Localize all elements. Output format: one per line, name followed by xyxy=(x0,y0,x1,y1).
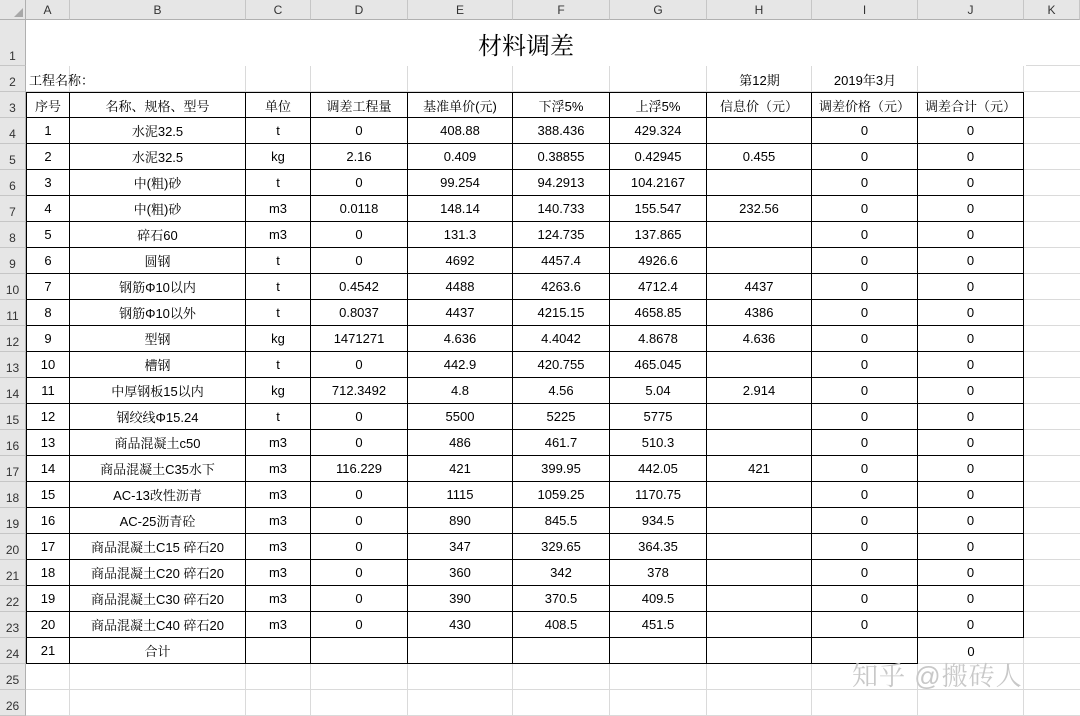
table-cell[interactable]: 0 xyxy=(812,118,918,144)
table-cell[interactable]: 420.755 xyxy=(513,352,610,378)
table-cell[interactable]: AC-25沥青砼 xyxy=(70,508,246,534)
table-cell[interactable]: 148.14 xyxy=(408,196,513,222)
table-cell[interactable]: 钢筋Φ10以内 xyxy=(70,274,246,300)
table-cell[interactable]: 型钢 xyxy=(70,326,246,352)
total-label-cell[interactable]: 合计 xyxy=(70,638,246,664)
table-cell[interactable]: 5500 xyxy=(408,404,513,430)
table-cell[interactable]: 13 xyxy=(26,430,70,456)
table-cell[interactable]: t xyxy=(246,300,311,326)
table-cell[interactable]: 0 xyxy=(311,170,408,196)
table-cell[interactable]: 0 xyxy=(812,482,918,508)
table-cell[interactable]: 0 xyxy=(311,612,408,638)
table-cell[interactable]: 347 xyxy=(408,534,513,560)
table-header-cell[interactable]: 上浮5% xyxy=(610,92,707,118)
row-header-22[interactable]: 22 xyxy=(0,586,26,612)
table-cell[interactable]: 0 xyxy=(918,326,1024,352)
table-cell[interactable]: m3 xyxy=(246,222,311,248)
row-header-24[interactable]: 24 xyxy=(0,638,26,664)
column-header-b[interactable]: B xyxy=(70,0,246,20)
table-cell[interactable]: 5.04 xyxy=(610,378,707,404)
table-cell[interactable]: 232.56 xyxy=(707,196,812,222)
table-cell[interactable]: 9 xyxy=(26,326,70,352)
table-cell[interactable]: 4.4042 xyxy=(513,326,610,352)
table-cell[interactable]: 钢筋Φ10以外 xyxy=(70,300,246,326)
row-header-3[interactable]: 3 xyxy=(0,92,26,118)
table-cell[interactable]: 0 xyxy=(812,274,918,300)
row-header-2[interactable]: 2 xyxy=(0,66,26,92)
table-cell[interactable]: 104.2167 xyxy=(610,170,707,196)
table-cell[interactable]: 0 xyxy=(812,404,918,430)
table-cell[interactable] xyxy=(408,638,513,664)
table-cell[interactable]: 商品混凝土c50 xyxy=(70,430,246,456)
row-header-1[interactable]: 1 xyxy=(0,20,26,66)
table-cell[interactable]: 21 xyxy=(26,638,70,664)
table-cell[interactable]: 360 xyxy=(408,560,513,586)
table-cell[interactable]: 4263.6 xyxy=(513,274,610,300)
watermark: 知乎 @搬砖人 xyxy=(852,661,1023,691)
table-cell[interactable]: 116.229 xyxy=(311,456,408,482)
table-cell[interactable]: 342 xyxy=(513,560,610,586)
table-cell[interactable]: 4.8678 xyxy=(610,326,707,352)
table-cell[interactable]: 0.42945 xyxy=(610,144,707,170)
table-cell[interactable]: 水泥32.5 xyxy=(70,144,246,170)
row-header-11[interactable]: 11 xyxy=(0,300,26,326)
table-cell[interactable]: t xyxy=(246,118,311,144)
row-header-13[interactable]: 13 xyxy=(0,352,26,378)
table-cell[interactable]: 4386 xyxy=(707,300,812,326)
table-cell[interactable] xyxy=(707,430,812,456)
table-cell[interactable]: 430 xyxy=(408,612,513,638)
table-cell[interactable]: 0 xyxy=(311,352,408,378)
table-cell[interactable]: 0 xyxy=(918,274,1024,300)
table-cell[interactable]: 4 xyxy=(26,196,70,222)
table-cell[interactable]: t xyxy=(246,352,311,378)
table-cell[interactable]: 4712.4 xyxy=(610,274,707,300)
table-cell[interactable]: 4457.4 xyxy=(513,248,610,274)
table-cell[interactable]: 8 xyxy=(26,300,70,326)
row-header-4[interactable]: 4 xyxy=(0,118,26,144)
table-cell[interactable]: 7 xyxy=(26,274,70,300)
table-cell[interactable]: 碎石60 xyxy=(70,222,246,248)
table-cell[interactable]: 槽钢 xyxy=(70,352,246,378)
table-cell[interactable]: 0 xyxy=(918,300,1024,326)
table-cell[interactable]: 0 xyxy=(918,508,1024,534)
table-cell[interactable]: 11 xyxy=(26,378,70,404)
row-header-10[interactable]: 10 xyxy=(0,274,26,300)
total-value-cell[interactable]: 0 xyxy=(967,643,975,659)
table-cell[interactable]: m3 xyxy=(246,534,311,560)
table-cell[interactable]: 421 xyxy=(408,456,513,482)
table-cell[interactable] xyxy=(707,560,812,586)
table-cell[interactable]: 461.7 xyxy=(513,430,610,456)
table-cell[interactable]: 0 xyxy=(812,352,918,378)
table-header-cell[interactable]: 单位 xyxy=(246,92,311,118)
table-cell[interactable]: 408.5 xyxy=(513,612,610,638)
row-header-5[interactable]: 5 xyxy=(0,144,26,170)
row-header-6[interactable]: 6 xyxy=(0,170,26,196)
table-cell[interactable]: 140.733 xyxy=(513,196,610,222)
table-cell[interactable]: 94.2913 xyxy=(513,170,610,196)
row-header-16[interactable]: 16 xyxy=(0,430,26,456)
column-header-f[interactable]: F xyxy=(513,0,610,20)
table-header-cell[interactable]: 调差合计（元） xyxy=(918,92,1024,118)
table-cell[interactable]: 15 xyxy=(26,482,70,508)
column-header-e[interactable]: E xyxy=(408,0,513,20)
table-cell[interactable]: m3 xyxy=(246,196,311,222)
row-header-9[interactable]: 9 xyxy=(0,248,26,274)
column-header-g[interactable]: G xyxy=(610,0,707,20)
column-header-d[interactable]: D xyxy=(311,0,408,20)
table-cell[interactable]: 商品混凝土C20 碎石20 xyxy=(70,560,246,586)
table-cell[interactable]: 0 xyxy=(918,378,1024,404)
table-cell[interactable]: 1 xyxy=(26,118,70,144)
table-cell[interactable] xyxy=(707,118,812,144)
table-cell[interactable]: 0 xyxy=(918,534,1024,560)
table-cell[interactable]: 0.4542 xyxy=(311,274,408,300)
table-cell[interactable]: 0 xyxy=(311,586,408,612)
table-cell[interactable]: m3 xyxy=(246,508,311,534)
table-cell[interactable]: 0 xyxy=(812,508,918,534)
row-header-25[interactable]: 25 xyxy=(0,664,26,690)
row-header-26[interactable]: 26 xyxy=(0,690,26,716)
table-cell[interactable]: 17 xyxy=(26,534,70,560)
table-cell[interactable]: 0 xyxy=(812,196,918,222)
table-cell[interactable]: 0 xyxy=(918,612,1024,638)
table-cell[interactable]: 5 xyxy=(26,222,70,248)
table-cell[interactable]: 商品混凝土C35水下 xyxy=(70,456,246,482)
table-cell[interactable] xyxy=(246,638,311,664)
table-header-cell[interactable]: 下浮5% xyxy=(513,92,610,118)
table-cell[interactable]: 0 xyxy=(812,248,918,274)
row-header-23[interactable]: 23 xyxy=(0,612,26,638)
table-cell[interactable]: 3 xyxy=(26,170,70,196)
table-cell[interactable]: 4488 xyxy=(408,274,513,300)
table-header-cell[interactable]: 序号 xyxy=(26,92,70,118)
table-cell[interactable]: 0 xyxy=(812,560,918,586)
table-cell[interactable]: 2.914 xyxy=(707,378,812,404)
table-cell[interactable]: 水泥32.5 xyxy=(70,118,246,144)
table-cell[interactable]: 0 xyxy=(918,352,1024,378)
select-all-corner[interactable] xyxy=(0,0,26,20)
row-header-12[interactable]: 12 xyxy=(0,326,26,352)
column-header-j[interactable]: J xyxy=(918,0,1024,20)
table-cell[interactable]: 0 xyxy=(311,534,408,560)
table-header-cell[interactable]: 基准单价(元) xyxy=(408,92,513,118)
table-cell[interactable]: 4215.15 xyxy=(513,300,610,326)
table-cell[interactable]: 409.5 xyxy=(610,586,707,612)
table-cell[interactable]: 712.3492 xyxy=(311,378,408,404)
table-cell[interactable]: 4.636 xyxy=(408,326,513,352)
table-cell[interactable]: 429.324 xyxy=(610,118,707,144)
row-header-21[interactable]: 21 xyxy=(0,560,26,586)
table-cell[interactable]: 465.045 xyxy=(610,352,707,378)
table-cell[interactable]: 137.865 xyxy=(610,222,707,248)
table-cell[interactable]: 0 xyxy=(812,612,918,638)
table-cell[interactable]: 中(粗)砂 xyxy=(70,196,246,222)
column-header-a[interactable]: A xyxy=(26,0,70,20)
table-cell[interactable]: 商品混凝土C15 碎石20 xyxy=(70,534,246,560)
table-cell[interactable]: 0 xyxy=(311,430,408,456)
table-cell[interactable]: 4437 xyxy=(707,274,812,300)
table-cell[interactable]: 4.56 xyxy=(513,378,610,404)
table-cell[interactable]: 124.735 xyxy=(513,222,610,248)
table-cell[interactable]: 0 xyxy=(311,222,408,248)
table-cell[interactable] xyxy=(311,638,408,664)
table-cell[interactable]: 0 xyxy=(812,222,918,248)
table-cell[interactable]: 2 xyxy=(26,144,70,170)
row-header-15[interactable]: 15 xyxy=(0,404,26,430)
table-cell[interactable]: 378 xyxy=(610,560,707,586)
table-cell[interactable]: m3 xyxy=(246,456,311,482)
table-cell[interactable]: 0 xyxy=(918,586,1024,612)
table-cell[interactable]: 0 xyxy=(311,508,408,534)
table-cell[interactable]: 131.3 xyxy=(408,222,513,248)
table-cell[interactable]: 商品混凝土C40 碎石20 xyxy=(70,612,246,638)
table-cell[interactable]: 0 xyxy=(918,170,1024,196)
column-header-k[interactable]: K xyxy=(1024,0,1080,20)
row-header-18[interactable]: 18 xyxy=(0,482,26,508)
table-cell[interactable]: 329.65 xyxy=(513,534,610,560)
column-header-h[interactable]: H xyxy=(707,0,812,20)
table-cell[interactable]: 390 xyxy=(408,586,513,612)
table-cell[interactable]: 0 xyxy=(311,404,408,430)
table-cell[interactable]: 1170.75 xyxy=(610,482,707,508)
table-cell[interactable] xyxy=(707,534,812,560)
table-cell[interactable]: 0 xyxy=(311,248,408,274)
table-cell[interactable]: AC-13改性沥青 xyxy=(70,482,246,508)
row-header-20[interactable]: 20 xyxy=(0,534,26,560)
table-cell[interactable]: 0 xyxy=(918,404,1024,430)
table-cell[interactable]: 0 xyxy=(918,118,1024,144)
table-cell[interactable]: 0 xyxy=(918,482,1024,508)
table-header-cell[interactable]: 名称、规格、型号 xyxy=(70,92,246,118)
table-cell[interactable]: 18 xyxy=(26,560,70,586)
row-header-14[interactable]: 14 xyxy=(0,378,26,404)
table-cell[interactable]: 486 xyxy=(408,430,513,456)
table-cell[interactable]: 0 xyxy=(812,170,918,196)
table-cell[interactable]: 451.5 xyxy=(610,612,707,638)
table-cell[interactable]: 0 xyxy=(812,534,918,560)
table-cell[interactable]: 0 xyxy=(918,456,1024,482)
table-cell[interactable]: 845.5 xyxy=(513,508,610,534)
table-cell[interactable]: 14 xyxy=(26,456,70,482)
table-cell[interactable]: kg xyxy=(246,144,311,170)
table-cell[interactable]: 20 xyxy=(26,612,70,638)
table-cell[interactable]: 0.38855 xyxy=(513,144,610,170)
table-cell[interactable]: 0.455 xyxy=(707,144,812,170)
table-cell[interactable] xyxy=(610,638,707,664)
table-cell[interactable]: m3 xyxy=(246,430,311,456)
table-cell[interactable]: 4.636 xyxy=(707,326,812,352)
row-header-8[interactable]: 8 xyxy=(0,222,26,248)
table-cell[interactable] xyxy=(707,404,812,430)
table-header-cell[interactable]: 信息价（元） xyxy=(707,92,812,118)
table-cell[interactable]: 2.16 xyxy=(311,144,408,170)
table-cell[interactable]: 圆钢 xyxy=(70,248,246,274)
table-cell[interactable]: 0 xyxy=(918,196,1024,222)
table-cell[interactable]: 4692 xyxy=(408,248,513,274)
table-cell[interactable]: 19 xyxy=(26,586,70,612)
table-cell[interactable]: 16 xyxy=(26,508,70,534)
table-cell[interactable]: 442.9 xyxy=(408,352,513,378)
table-cell[interactable]: 12 xyxy=(26,404,70,430)
table-cell[interactable] xyxy=(707,586,812,612)
table-cell[interactable]: 0 xyxy=(812,430,918,456)
table-cell[interactable]: m3 xyxy=(246,586,311,612)
table-cell[interactable]: m3 xyxy=(246,560,311,586)
table-cell[interactable]: 商品混凝土C30 碎石20 xyxy=(70,586,246,612)
table-cell[interactable]: 0 xyxy=(812,144,918,170)
table-cell[interactable]: kg xyxy=(246,378,311,404)
table-cell[interactable] xyxy=(513,638,610,664)
table-cell[interactable]: t xyxy=(246,404,311,430)
table-cell[interactable] xyxy=(707,248,812,274)
table-cell[interactable]: 399.95 xyxy=(513,456,610,482)
table-cell[interactable]: 0.409 xyxy=(408,144,513,170)
table-cell[interactable]: 4658.85 xyxy=(610,300,707,326)
table-cell[interactable]: 5775 xyxy=(610,404,707,430)
table-cell[interactable]: 510.3 xyxy=(610,430,707,456)
table-cell[interactable]: 中(粗)砂 xyxy=(70,170,246,196)
table-cell[interactable]: 442.05 xyxy=(610,456,707,482)
table-cell[interactable]: t xyxy=(246,274,311,300)
table-cell[interactable]: 4437 xyxy=(408,300,513,326)
table-cell[interactable]: 934.5 xyxy=(610,508,707,534)
table-cell[interactable] xyxy=(707,482,812,508)
row-header-17[interactable]: 17 xyxy=(0,456,26,482)
table-cell[interactable] xyxy=(707,638,812,664)
table-cell[interactable]: 0 xyxy=(812,378,918,404)
row-header-7[interactable]: 7 xyxy=(0,196,26,222)
period-cell[interactable]: 第12期 xyxy=(739,72,780,88)
table-cell[interactable]: t xyxy=(246,170,311,196)
table-cell[interactable] xyxy=(707,170,812,196)
table-cell[interactable]: 钢绞线Φ15.24 xyxy=(70,404,246,430)
table-cell[interactable]: t xyxy=(246,248,311,274)
table-cell[interactable]: m3 xyxy=(246,612,311,638)
table-header-cell[interactable]: 调差工程量 xyxy=(311,92,408,118)
sheet-title[interactable]: 材料调差 xyxy=(26,20,1026,66)
table-cell[interactable]: 4926.6 xyxy=(610,248,707,274)
table-cell[interactable]: 408.88 xyxy=(408,118,513,144)
table-cell[interactable]: 370.5 xyxy=(513,586,610,612)
table-cell[interactable]: 0 xyxy=(311,118,408,144)
table-cell[interactable]: 890 xyxy=(408,508,513,534)
table-cell[interactable]: 0.8037 xyxy=(311,300,408,326)
table-cell[interactable]: 421 xyxy=(707,456,812,482)
table-cell[interactable] xyxy=(707,612,812,638)
project-name-label[interactable]: 工程名称： xyxy=(29,72,95,88)
table-cell[interactable]: 10 xyxy=(26,352,70,378)
table-cell[interactable]: 1471271 xyxy=(311,326,408,352)
table-cell[interactable]: 0 xyxy=(311,482,408,508)
table-cell[interactable]: 0 xyxy=(812,300,918,326)
column-header-i[interactable]: I xyxy=(812,0,918,20)
table-cell[interactable]: 0 xyxy=(812,586,918,612)
table-cell[interactable]: 0 xyxy=(918,248,1024,274)
table-cell[interactable]: 0 xyxy=(918,430,1024,456)
table-cell[interactable] xyxy=(707,222,812,248)
table-cell[interactable]: 0 xyxy=(812,456,918,482)
table-cell[interactable]: m3 xyxy=(246,482,311,508)
table-cell[interactable] xyxy=(707,508,812,534)
table-cell[interactable]: 99.254 xyxy=(408,170,513,196)
table-cell[interactable]: 0 xyxy=(918,222,1024,248)
table-cell[interactable]: 中厚钢板15以内 xyxy=(70,378,246,404)
table-cell[interactable]: 1115 xyxy=(408,482,513,508)
table-cell[interactable]: 0 xyxy=(812,326,918,352)
table-cell[interactable]: kg xyxy=(246,326,311,352)
row-header-19[interactable]: 19 xyxy=(0,508,26,534)
table-cell[interactable]: 0.0118 xyxy=(311,196,408,222)
table-header-cell[interactable]: 调差价格（元） xyxy=(812,92,918,118)
table-cell[interactable]: 4.8 xyxy=(408,378,513,404)
table-cell[interactable]: 388.436 xyxy=(513,118,610,144)
table-cell[interactable]: 364.35 xyxy=(610,534,707,560)
table-cell[interactable]: 155.547 xyxy=(610,196,707,222)
table-cell[interactable]: 0 xyxy=(918,144,1024,170)
table-cell[interactable] xyxy=(707,352,812,378)
table-cell[interactable]: 1059.25 xyxy=(513,482,610,508)
table-cell[interactable]: 6 xyxy=(26,248,70,274)
date-cell[interactable]: 2019年3月 xyxy=(833,72,897,88)
table-cell[interactable]: 0 xyxy=(311,560,408,586)
table-cell[interactable]: 0 xyxy=(918,560,1024,586)
column-header-c[interactable]: C xyxy=(246,0,311,20)
table-cell[interactable]: 5225 xyxy=(513,404,610,430)
